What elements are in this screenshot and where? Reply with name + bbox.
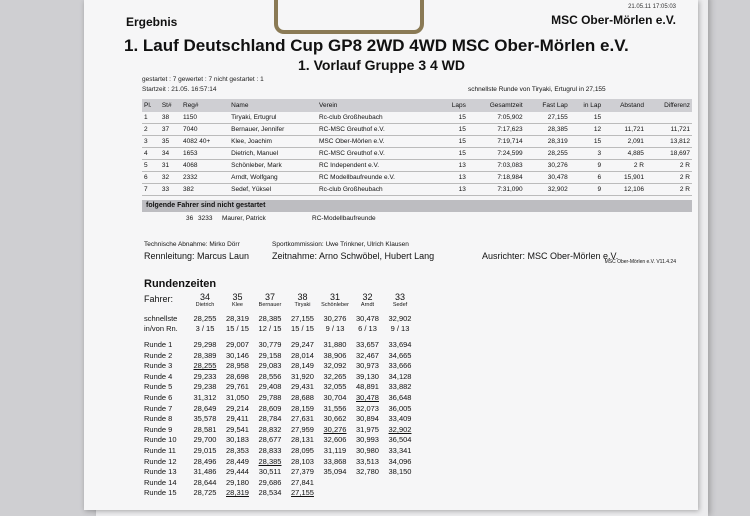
header-datetime: 21.05.11 17:05:03 xyxy=(628,4,676,10)
results-cell: 7:03,083 xyxy=(468,160,525,172)
driver-number: 32 xyxy=(362,292,373,302)
round-label: Runde 9 xyxy=(144,424,173,434)
results-cell: 15 xyxy=(570,112,603,124)
results-cell: 7040 xyxy=(181,124,229,136)
results-cell: 12 xyxy=(570,124,603,136)
fastest-label: schnellste xyxy=(144,314,178,323)
lap-time: 34,128 xyxy=(388,371,412,381)
driver-number: 33 xyxy=(394,292,405,302)
round-label: Runde 13 xyxy=(144,467,177,477)
lap-time: 29,444 xyxy=(226,467,249,477)
lap-time: 33,694 xyxy=(388,340,412,349)
lap-time: 29,214 xyxy=(226,403,249,413)
results-cell: 30,276 xyxy=(525,160,570,172)
results-cell: 6 xyxy=(570,172,603,184)
results-cell: 6 xyxy=(142,172,160,184)
lap-time: 28,449 xyxy=(226,456,249,466)
driver-fastest-in-lap: 15 / 15 xyxy=(291,324,314,333)
driver-fastest-in-lap: 12 / 15 xyxy=(258,324,282,333)
results-cell: RC-MSC Greuthof e.V. xyxy=(317,124,440,136)
driver-fastest-lap: 32,902 xyxy=(388,314,412,323)
lap-time: 30,183 xyxy=(226,435,249,445)
results-cell: 35 xyxy=(160,136,181,148)
lap-time: 28,131 xyxy=(291,435,314,445)
lap-time: 29,083 xyxy=(258,361,282,371)
lap-time: 27,631 xyxy=(291,414,314,424)
lap-time: 28,103 xyxy=(291,456,314,466)
lap-time: 30,894 xyxy=(356,414,379,424)
driver-fastest-in-lap: 9 / 13 xyxy=(390,324,410,333)
lap-time: 32,902 xyxy=(388,424,412,434)
lap-time: 28,609 xyxy=(258,403,282,413)
start-time: Startzeit : 21.05. 16:57:14 xyxy=(142,86,217,93)
results-cell: 2,091 xyxy=(603,136,646,148)
results-cell: 28,319 xyxy=(525,136,570,148)
lap-time: 33,513 xyxy=(356,456,379,466)
lap-time: 28,556 xyxy=(258,371,282,381)
software-version: MSC Ober-Mörlen e.V. V11.4.24 xyxy=(604,259,676,265)
results-cell: 7 xyxy=(142,184,160,196)
results-cell: Rc-club Großheubach xyxy=(317,184,440,196)
driver-name: Schönleber xyxy=(321,302,349,308)
results-col-header: Verein xyxy=(317,99,440,112)
lap-time: 28,534 xyxy=(258,488,282,498)
round-label: Runde 14 xyxy=(144,477,177,487)
results-cell: 2 R xyxy=(603,160,646,172)
results-cell xyxy=(603,112,646,124)
driver-fastest-lap: 27,155 xyxy=(291,314,314,323)
lap-time: 33,666 xyxy=(388,361,412,371)
lap-time: 29,408 xyxy=(258,382,282,392)
fastest-lap-note: schnellste Runde von Tiryaki, Ertugrul in 27,155 xyxy=(468,86,606,93)
ns-startnum: 36 xyxy=(186,215,194,222)
race-director: Rennleitung: Marcus Laun xyxy=(144,251,250,261)
results-col-header: Laps xyxy=(440,99,468,112)
driver-fastest-lap: 30,478 xyxy=(356,314,379,323)
results-cell: 15 xyxy=(440,136,468,148)
lap-time: 28,725 xyxy=(193,488,217,498)
results-cell: 1150 xyxy=(181,112,229,124)
results-cell: 9 xyxy=(570,184,603,196)
results-cell: 11,721 xyxy=(646,124,692,136)
lap-time: 29,700 xyxy=(193,435,217,445)
lap-time: 30,993 xyxy=(356,435,379,445)
lap-time: 31,312 xyxy=(193,393,217,402)
lap-time: 27,841 xyxy=(291,477,314,487)
driver-fastest-in-lap: 3 / 15 xyxy=(195,324,215,333)
lap-time: 33,341 xyxy=(388,446,412,455)
results-cell: 15 xyxy=(570,136,603,148)
not-started-banner: folgende Fahrer sind nicht gestartet xyxy=(142,200,692,212)
round-label: Runde 10 xyxy=(144,435,177,445)
results-col-header: Reg# xyxy=(181,99,229,112)
results-cell: 7:24,599 xyxy=(468,148,525,160)
header-club: MSC Ober-Mörlen e.V. xyxy=(551,13,676,27)
ns-name: Maurer, Patrick xyxy=(222,215,266,222)
lap-time: 29,686 xyxy=(258,477,282,487)
results-cell: 13 xyxy=(440,172,468,184)
results-cell: Dietrich, Manuel xyxy=(229,148,317,160)
driver-number: 35 xyxy=(232,292,243,302)
lap-time: 33,657 xyxy=(356,340,379,349)
driver-number: 37 xyxy=(264,292,275,302)
lap-time: 28,389 xyxy=(193,350,217,360)
lap-time: 28,958 xyxy=(226,361,249,371)
results-cell: 4,885 xyxy=(603,148,646,160)
lap-time: 31,880 xyxy=(323,340,347,349)
lap-time: 28,159 xyxy=(291,403,314,413)
results-cell: 382 xyxy=(181,184,229,196)
driver-name: Sedef xyxy=(392,302,408,308)
header-left: Ergebnis xyxy=(126,15,178,29)
tech-official: Technische Abnahme: Mirko Dörr xyxy=(144,241,240,248)
lap-time: 29,247 xyxy=(291,340,314,349)
lap-time: 28,496 xyxy=(193,456,217,466)
lap-time: 34,665 xyxy=(388,350,412,360)
results-cell: 2 R xyxy=(646,160,692,172)
lap-time: 28,149 xyxy=(291,361,314,371)
lap-time: 27,959 xyxy=(291,424,314,434)
lap-time: 28,649 xyxy=(193,403,217,413)
results-table xyxy=(142,99,692,196)
results-cell: 3 xyxy=(570,148,603,160)
results-cell: 4068 xyxy=(181,160,229,172)
lap-time: 48,891 xyxy=(356,382,379,392)
lap-time: 31,486 xyxy=(193,467,217,477)
lap-time: 32,265 xyxy=(323,371,347,381)
driver-fastest-lap: 30,276 xyxy=(323,314,347,323)
round-label: Runde 1 xyxy=(144,340,173,349)
lap-time: 28,319 xyxy=(226,488,249,498)
driver-label: Fahrer: xyxy=(144,294,174,304)
results-row xyxy=(142,160,692,172)
results-cell: 15 xyxy=(440,112,468,124)
results-col-header: Pl. xyxy=(142,99,160,112)
lap-time: 33,882 xyxy=(388,382,412,392)
clipboard-clip xyxy=(274,0,424,34)
lap-time: 28,014 xyxy=(291,350,314,360)
sport-officials: Sportkommission: Uwe Trinkner, Ulrich Klausen xyxy=(272,241,409,248)
lap-time: 28,698 xyxy=(226,371,249,381)
results-cell: Schönleber, Mark xyxy=(229,160,317,172)
driver-number: 31 xyxy=(329,292,340,302)
ns-club: RC-Modellbaufreunde xyxy=(312,215,376,222)
lap-time: 30,704 xyxy=(323,393,347,402)
results-cell: 9 xyxy=(570,160,603,172)
lap-time: 28,832 xyxy=(258,424,282,434)
round-label: Runde 7 xyxy=(144,403,173,413)
results-cell: 4 xyxy=(142,148,160,160)
round-label: Runde 15 xyxy=(144,488,177,498)
lap-time: 28,677 xyxy=(258,435,282,445)
driver-name: Klee xyxy=(231,302,243,308)
start-counts: gestartet : 7 gewertet : 7 nicht gestartet : 1 xyxy=(142,76,264,83)
results-cell: 11,721 xyxy=(603,124,646,136)
lap-time: 30,662 xyxy=(323,414,347,424)
results-cell: 28,385 xyxy=(525,124,570,136)
page-title: 1. Lauf Deutschland Cup GP8 2WD 4WD MSC Ober-Mörlen e.V. xyxy=(124,36,629,55)
lap-time: 32,467 xyxy=(356,350,379,360)
lap-time: 28,688 xyxy=(291,393,314,402)
lap-time: 33,409 xyxy=(388,414,412,424)
driver-number: 34 xyxy=(199,292,210,302)
results-cell: 15,901 xyxy=(603,172,646,184)
driver-fastest-lap: 28,319 xyxy=(226,314,249,323)
results-cell: Arndt, Wolfgang xyxy=(229,172,317,184)
results-cell: 7:18,984 xyxy=(468,172,525,184)
results-row xyxy=(142,172,692,184)
lap-time: 27,379 xyxy=(291,467,314,477)
results-row xyxy=(142,124,692,136)
lap-time: 29,007 xyxy=(226,340,249,349)
lap-time: 30,980 xyxy=(356,446,379,455)
lap-time: 33,868 xyxy=(323,456,347,466)
lap-time: 39,130 xyxy=(356,371,379,381)
lap-time: 27,155 xyxy=(291,488,314,498)
organizer: Ausrichter: MSC Ober-Mörlen e.V. xyxy=(482,251,619,261)
lap-time: 30,478 xyxy=(356,393,379,402)
results-cell: Rc-club Großheubach xyxy=(317,112,440,124)
results-col-header: Fast Lap xyxy=(525,99,570,112)
lap-time: 28,833 xyxy=(258,446,282,455)
lap-time: 31,975 xyxy=(356,424,379,434)
lap-time: 28,255 xyxy=(193,361,217,371)
results-cell: MSC Ober-Mörlen e.V. xyxy=(317,136,440,148)
ns-regnum: 3233 xyxy=(198,215,213,222)
lap-time: 29,541 xyxy=(226,424,249,434)
results-row xyxy=(142,184,692,196)
lap-time: 31,920 xyxy=(291,371,314,381)
results-cell: 7:31,090 xyxy=(468,184,525,196)
lap-time: 28,644 xyxy=(193,477,217,487)
results-cell: Tiryaki, Ertugrul xyxy=(229,112,317,124)
inlap-label: in/von Rn. xyxy=(144,324,178,333)
results-row xyxy=(142,112,692,124)
lap-time: 29,761 xyxy=(226,382,249,392)
lap-time: 34,096 xyxy=(388,456,412,466)
lap-time: 29,431 xyxy=(291,382,314,392)
results-cell: Klee, Joachim xyxy=(229,136,317,148)
results-cell xyxy=(646,112,692,124)
lap-time: 30,146 xyxy=(226,350,249,360)
lap-time: 28,784 xyxy=(258,414,282,424)
results-cell: RC Independent e.V. xyxy=(317,160,440,172)
lap-time: 29,411 xyxy=(226,414,249,424)
results-col-header: Abstand xyxy=(603,99,646,112)
results-cell: Bernauer, Jennifer xyxy=(229,124,317,136)
results-cell: 5 xyxy=(142,160,160,172)
results-cell: 2 R xyxy=(646,184,692,196)
round-label: Runde 4 xyxy=(144,371,173,381)
lap-time: 28,095 xyxy=(291,446,314,455)
round-label: Runde 8 xyxy=(144,414,173,424)
lap-time: 29,015 xyxy=(193,446,217,455)
lap-time: 28,581 xyxy=(193,424,217,434)
lap-time: 30,511 xyxy=(258,467,282,477)
driver-name: Arndt xyxy=(360,302,375,308)
results-cell: RC Modellbaufreunde e.V. xyxy=(317,172,440,184)
driver-name: Tiryaki xyxy=(294,302,311,308)
driver-fastest-lap: 28,385 xyxy=(258,314,282,323)
driver-fastest-in-lap: 6 / 13 xyxy=(358,324,377,333)
driver-number: 38 xyxy=(297,292,308,302)
results-cell: 1653 xyxy=(181,148,229,160)
lap-time: 32,606 xyxy=(323,435,347,445)
results-cell: 7:17,623 xyxy=(468,124,525,136)
results-cell: 37 xyxy=(160,124,181,136)
round-label: Runde 5 xyxy=(144,382,173,392)
page-subtitle: 1. Vorlauf Gruppe 3 4 WD xyxy=(298,57,465,73)
lap-time: 32,073 xyxy=(356,403,379,413)
lap-time: 29,788 xyxy=(258,393,282,402)
results-cell: 4082 40+ xyxy=(181,136,229,148)
lap-time: 36,504 xyxy=(388,435,412,445)
driver-name: Bernauer xyxy=(258,302,282,308)
results-col-header: in Lap xyxy=(570,99,603,112)
lap-time: 38,906 xyxy=(323,350,347,360)
results-cell: 7:19,714 xyxy=(468,136,525,148)
results-cell: 30,478 xyxy=(525,172,570,184)
results-cell: 13,812 xyxy=(646,136,692,148)
timing-officials: Zeitnahme: Arno Schwöbel, Hubert Lang xyxy=(272,251,435,261)
results-cell: 13 xyxy=(440,184,468,196)
round-label: Runde 6 xyxy=(144,393,173,402)
lap-time: 32,092 xyxy=(323,361,347,371)
results-cell: 18,697 xyxy=(646,148,692,160)
driver-name: Dietrich xyxy=(195,302,215,308)
round-label: Runde 3 xyxy=(144,361,173,371)
round-label: Runde 12 xyxy=(144,456,177,466)
results-cell: 33 xyxy=(160,184,181,196)
results-cell: Sedef, Yüksel xyxy=(229,184,317,196)
results-cell: 13 xyxy=(440,160,468,172)
results-col-header: St# xyxy=(160,99,181,112)
driver-fastest-in-lap: 15 / 15 xyxy=(226,324,249,333)
lap-time: 30,779 xyxy=(258,340,282,349)
lap-time: 28,353 xyxy=(226,446,249,455)
lap-time: 31,119 xyxy=(323,446,347,455)
results-cell: 1 xyxy=(142,112,160,124)
results-cell: 15 xyxy=(440,124,468,136)
results-col-header: Gesamtzeit xyxy=(468,99,525,112)
results-col-header: Name xyxy=(229,99,317,112)
results-cell: 12,106 xyxy=(603,184,646,196)
lap-time: 29,233 xyxy=(193,371,217,381)
results-cell: RC-MSC Greuthof e.V. xyxy=(317,148,440,160)
driver-fastest-in-lap: 9 / 13 xyxy=(325,324,345,333)
results-cell: 28,255 xyxy=(525,148,570,160)
lap-time: 28,385 xyxy=(258,456,282,466)
results-cell: 7:05,902 xyxy=(468,112,525,124)
lap-time: 38,150 xyxy=(388,467,412,477)
lap-time: 30,973 xyxy=(356,361,379,371)
round-label: Runde 11 xyxy=(144,446,176,455)
lap-time: 29,298 xyxy=(193,340,217,349)
results-cell: 34 xyxy=(160,148,181,160)
lap-time: 32,780 xyxy=(356,467,379,477)
lap-time: 29,238 xyxy=(193,382,217,392)
results-cell: 27,155 xyxy=(525,112,570,124)
results-cell: 2 R xyxy=(646,172,692,184)
lap-time: 30,276 xyxy=(323,424,347,434)
lap-time: 29,158 xyxy=(258,350,282,360)
lap-time: 36,005 xyxy=(388,403,412,413)
results-cell: 32,902 xyxy=(525,184,570,196)
round-label: Runde 2 xyxy=(144,350,173,360)
lap-time: 31,556 xyxy=(323,403,347,413)
results-col-header: Differenz xyxy=(646,99,692,112)
results-cell: 3 xyxy=(142,136,160,148)
result-sheet xyxy=(84,0,698,510)
lap-times-title: Rundenzeiten xyxy=(144,278,217,290)
lap-time: 32,055 xyxy=(323,382,347,392)
results-cell: 31 xyxy=(160,160,181,172)
driver-fastest-lap: 28,255 xyxy=(193,314,217,323)
lap-time: 31,050 xyxy=(226,393,249,402)
lap-time: 35,578 xyxy=(193,414,217,424)
results-row xyxy=(142,148,692,160)
results-cell: 2332 xyxy=(181,172,229,184)
results-cell: 38 xyxy=(160,112,181,124)
results-row xyxy=(142,136,692,148)
results-cell: 15 xyxy=(440,148,468,160)
lap-time: 36,648 xyxy=(388,393,412,402)
results-cell: 2 xyxy=(142,124,160,136)
lap-time: 35,094 xyxy=(323,467,347,477)
lap-time: 29,180 xyxy=(226,477,249,487)
results-cell: 32 xyxy=(160,172,181,184)
